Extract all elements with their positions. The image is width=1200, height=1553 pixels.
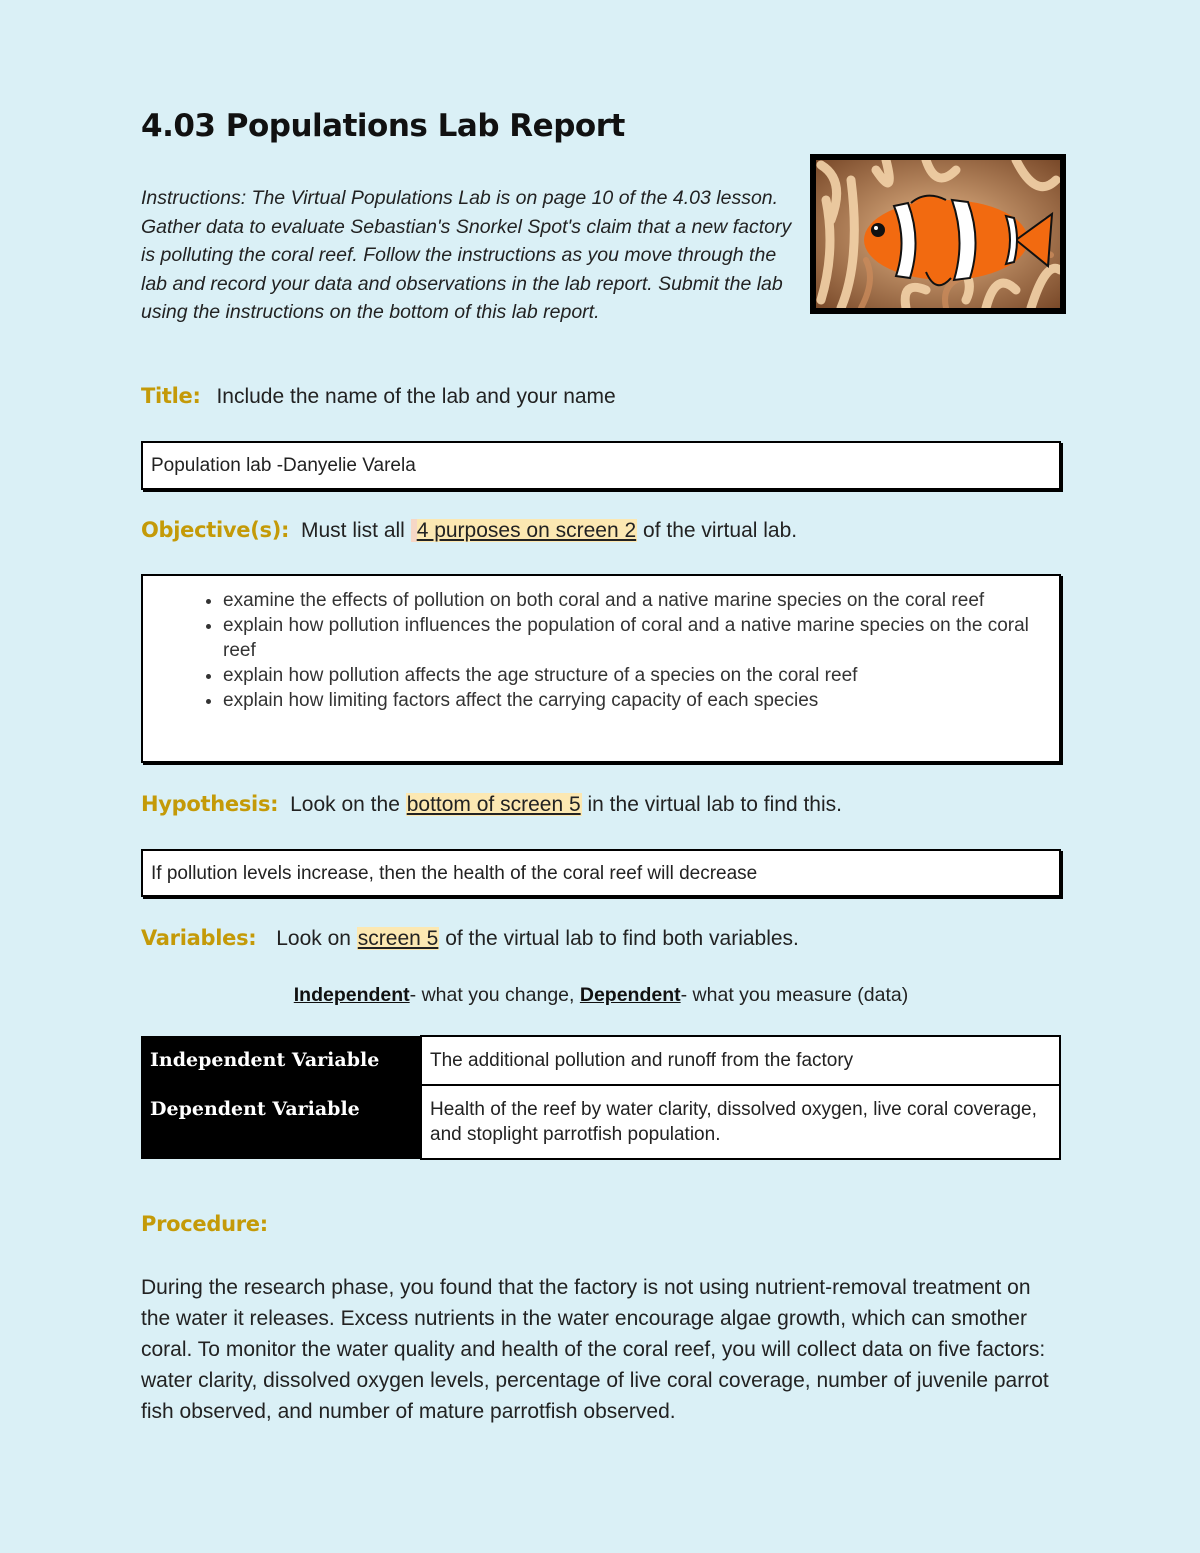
objectives-prompt-before: Must list all <box>300 519 405 542</box>
procedure-text: During the research phase, you found that the factory is not using nutrient-removal treatment on the water it releases. Excess nutrients in the water encourage algae growth, which can smother coral. To monitor the water quality and health of the coral reef, you will collect data on five factors: water clarity, dissolved oxygen levels, percentage of live coral coverage, number of juvenile parrot fish observed, and number of mature parrotfish observed. <box>141 1276 1049 1423</box>
title-prompt-row <box>141 384 616 409</box>
legend-independent-desc: - what you change, <box>409 984 575 1006</box>
objectives-prompt-after: of the virtual lab. <box>643 519 798 542</box>
legend-dependent: Dependent <box>579 984 681 1006</box>
variables-table <box>141 1035 1061 1160</box>
objectives-answer-box[interactable] <box>141 574 1061 763</box>
objective-item: • examine the effects of pollution on both coral and a native marine species on the coral reef <box>223 588 1049 613</box>
objective-item: • explain how pollution affects the age structure of a species on the coral reef <box>223 663 1049 688</box>
legend-independent: Independent <box>293 984 410 1006</box>
document-title: 4.03 Populations Lab Report <box>141 108 625 144</box>
objective-item: • explain how pollution influences the population of coral and a native marine species on the coral reef <box>223 613 1049 663</box>
variables-heading: Variables: <box>141 926 257 950</box>
title-prompt: Include the name of the lab and your name <box>216 385 616 408</box>
hypothesis-prompt-row <box>141 792 842 817</box>
hypothesis-prompt-before: Look on the <box>290 793 400 816</box>
objectives-list <box>143 576 1059 713</box>
title-heading: Title: <box>141 384 201 408</box>
hypothesis-answer-text: If pollution levels increase, then the health of the coral reef will decrease <box>151 863 758 884</box>
hypothesis-prompt-after: in the virtual lab to find this. <box>587 793 842 816</box>
variables-prompt-after: of the virtual lab to find both variables. <box>445 927 799 950</box>
table-row <box>141 1085 1060 1159</box>
clownfish-image <box>810 154 1066 314</box>
objective-item: • explain how limiting factors affect the carrying capacity of each species <box>223 688 1049 713</box>
variables-prompt-before: Look on <box>276 927 351 950</box>
independent-variable-value[interactable]: The additional pollution and runoff from the factory <box>421 1036 1060 1085</box>
independent-variable-label: Independent Variable <box>141 1036 421 1085</box>
variables-legend <box>141 984 1061 1007</box>
variables-prompt-highlight: screen 5 <box>357 927 439 950</box>
dependent-variable-value[interactable]: Health of the reef by water clarity, dissolved oxygen, live coral coverage, and stoplight parrotfish population. <box>421 1085 1060 1159</box>
variables-prompt-row <box>141 926 799 951</box>
hypothesis-heading: Hypothesis: <box>141 792 279 816</box>
legend-dependent-desc: - what you measure (data) <box>680 984 909 1006</box>
instructions-text: Instructions: The Virtual Populations Lab is on page 10 of the 4.03 lesson. Gather data to evaluate Sebastian's Snorkel Spot's claim that a new factory is polluting the coral reef. Follow the instructions as you move through the lab and record your data and observations in the lab report. Submit the lab using the instructions on the bottom of this lab report. <box>141 187 792 323</box>
objectives-prompt-row <box>141 518 797 543</box>
title-answer-text: Population lab -Danyelie Varela <box>151 455 416 476</box>
hypothesis-prompt-highlight: bottom of screen 5 <box>406 793 581 816</box>
objectives-heading: Objective(s): <box>141 518 290 542</box>
dependent-variable-label: Dependent Variable <box>141 1085 421 1159</box>
procedure-heading-row <box>141 1212 278 1237</box>
objectives-prompt-highlight: 4 purposes on screen 2 <box>411 519 637 542</box>
procedure-heading: Procedure: <box>141 1212 268 1236</box>
clownfish-illustration <box>816 160 1060 308</box>
table-row <box>141 1036 1060 1085</box>
title-answer-box[interactable] <box>141 441 1061 490</box>
hypothesis-answer-box[interactable] <box>141 849 1061 897</box>
